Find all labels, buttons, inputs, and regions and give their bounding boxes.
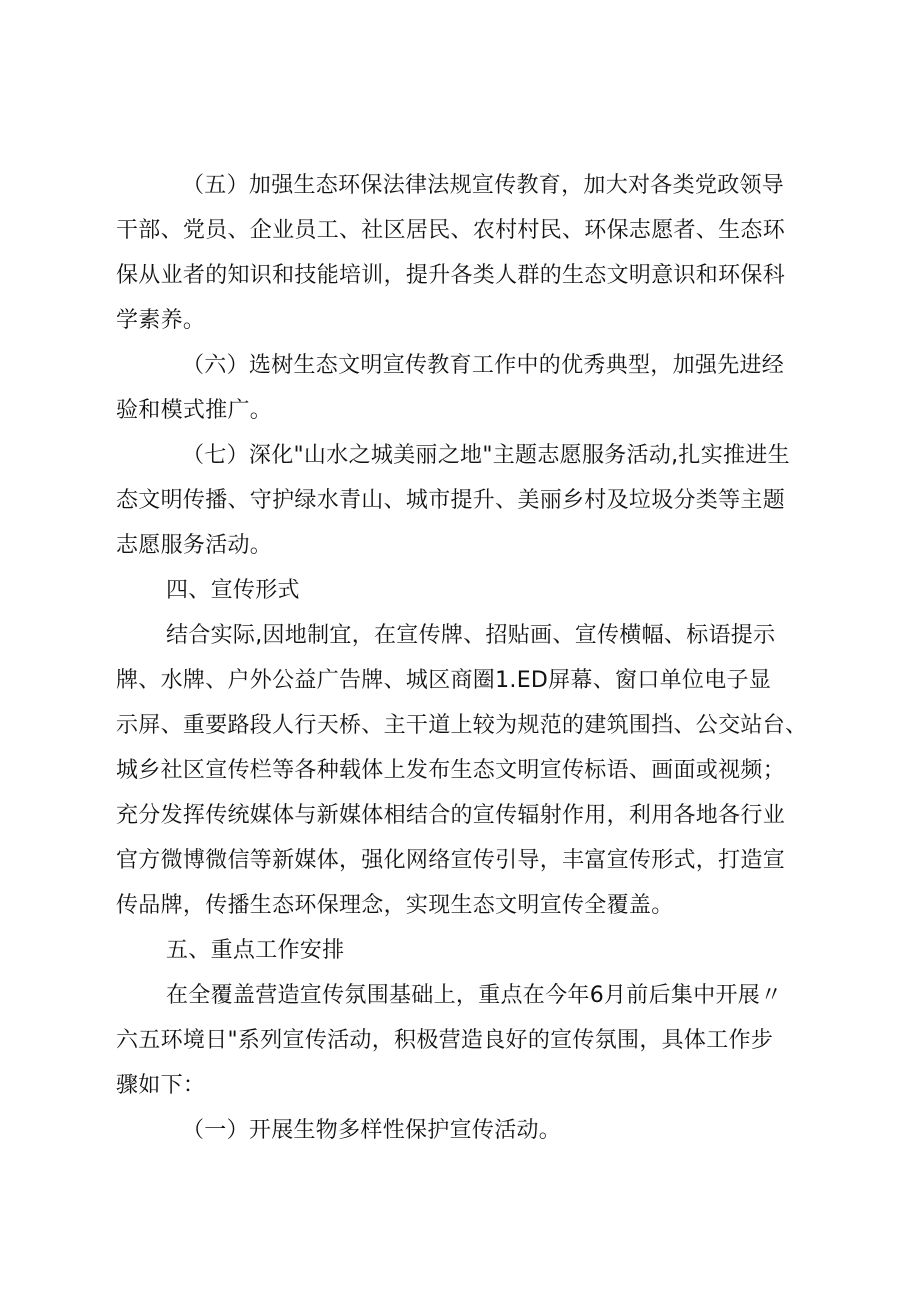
text-line: （六）选树生态文明宣传教育工作中的优秀典型，加强先进经 bbox=[182, 353, 785, 378]
section-heading: 五、重点工作安排 bbox=[166, 938, 345, 963]
text-line: 官方微博微信等新媒体，强化网络宣传引导，丰富宣传形式，打造宣 bbox=[116, 848, 786, 873]
text-line: 干部、党员、企业员工、社区居民、农村村民、环保志愿者、生态环 bbox=[116, 218, 786, 243]
text-line: 结合实际,因地制宜，在宣传牌、招贴画、宣传横幅、标语提示 bbox=[166, 623, 776, 648]
section-heading: 四、宣传形式 bbox=[166, 578, 300, 603]
text-line: 学素养。 bbox=[116, 308, 206, 333]
text-line: 传品牌，传播生态环保理念，实现生态文明宣传全覆盖。 bbox=[116, 893, 674, 918]
text-line: 六五环境日"系列宣传活动，积极营造良好的宣传氛围，具体工作步 bbox=[116, 1028, 774, 1053]
text-line: 验和模式推广。 bbox=[116, 398, 273, 423]
text-line: 示屏、重要路段人行天桥、主干道上较为规范的建筑围挡、公交站台、 bbox=[116, 713, 808, 738]
text-line: （五）加强生态环保法律法规宣传教育，加大对各类党政领导 bbox=[182, 173, 785, 198]
text-line: 态文明传播、守护绿水青山、城市提升、美丽乡村及垃圾分类等主题 bbox=[116, 488, 786, 513]
text-line: （一）开展生物多样性保护宣传活动。 bbox=[182, 1118, 562, 1143]
text-line: 志愿服务活动。 bbox=[116, 533, 273, 558]
text-line: 在全覆盖营造宣传氛围基础上，重点在今年6月前后集中开展〃 bbox=[166, 983, 783, 1008]
text-line: 城乡社区宣传栏等各种载体上发布生态文明宣传标语、画面或视频； bbox=[116, 758, 786, 783]
text-line: 充分发挥传统媒体与新媒体相结合的宣传辐射作用，利用各地各行业 bbox=[116, 803, 786, 828]
text-line: （七）深化"山水之城美丽之地"主题志愿服务活动,扎实推进生 bbox=[182, 443, 790, 468]
text-line: 骤如下： bbox=[116, 1073, 206, 1098]
text-line: 牌、水牌、户外公益广告牌、城区商圈1.ED屏幕、窗口单位电子显 bbox=[116, 668, 772, 693]
text-line: 保从业者的知识和技能培训，提升各类人群的生态文明意识和环保科 bbox=[116, 263, 786, 288]
